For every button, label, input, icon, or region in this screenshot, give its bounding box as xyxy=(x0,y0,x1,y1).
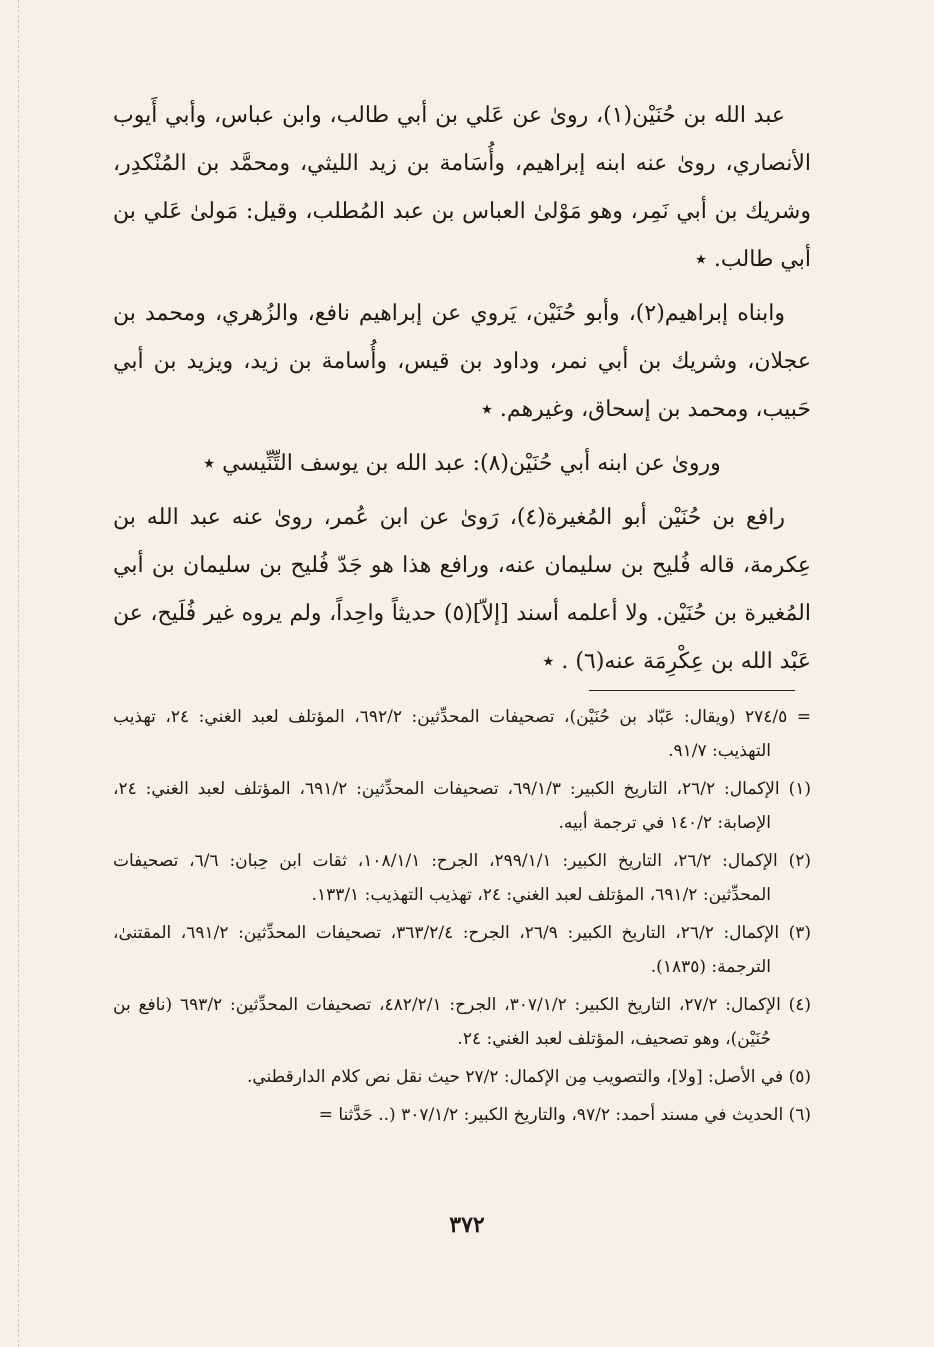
page-edge-line xyxy=(18,0,20,1347)
main-text xyxy=(113,92,811,692)
footnote-4: (٤) الإكمال: ٢٧/٢، التاريخ الكبير: ٣٠٧/١/٢، الجرح: ٤٨٢/٢/١، تصحيفات المحدِّثين: ٦٩٣/٢ (نافع بن حُنَيْن)، وهو تصحيف، المؤتلف لعبد الغني: ٢٤. xyxy=(113,995,812,1049)
footnote-1: (١) الإكمال: ٢٦/٢، التاريخ الكبير: ٦٩/١/٣، تصحيفات المحدِّثين: ٦٩١/٢، المؤتلف لعبد الغني: ٢٤، الإصابة: ١٤٠/٢ في ترجمة أبيه. xyxy=(113,779,811,833)
entry-abdullah-bin-hunayn: عبد الله بن حُنَيْن(١)، روىٰ عن عَلي بن أبي طالب، وابن عباس، وأبي أَيوب الأنصاري، روىٰ عنه ابنه إبراهيم، وأُسَامة بن زيد الليثي، ومحمَّد بن المُنْكدِر، وشريك بن أبي نَمِر، وهو مَوْلىٰ العباس بن عبد المُطلب، وقيل: مَولىٰ عَلي بن أبي طالب. ٭ xyxy=(113,103,811,272)
footnote-6: (٦) الحديث في مسند أحمد: ٩٧/٢، والتاريخ الكبير: ٣٠٧/١/٢ (.. حَدَّثنا = xyxy=(318,1105,811,1125)
footnote-divider xyxy=(589,690,795,691)
footnotes xyxy=(113,700,811,1136)
footnote-2: (٢) الإكمال: ٢٦/٢، التاريخ الكبير: ٢٩٩/١/١، الجرح: ١٠٨/١/١، ثقات ابن حِبان: ٦/٦، تصحيفات المحدِّثين: ٦٩١/٢، المؤتلف لعبد الغني: ٢٤، تهذيب التهذيب: ١٣٣/١. xyxy=(113,851,811,905)
footnote-3: (٣) الإكمال: ٢٦/٢، التاريخ الكبير: ٢٦/٩، الجرح: ٣٦٣/٢/٤، تصحيفات المحدِّثين: ٦٩١/٢، المقتنىٰ، الترجمة: (١٨٣٥). xyxy=(113,923,812,977)
entry-rafi-bin-hunayn: رافع بن حُنَيْن أبو المُغيرة(٤)، رَوىٰ عن ابن عُمر، روىٰ عنه عبد الله بن عِكرمة، قاله فُليح بن سليمان عنه، ورافع هذا هو جَدّ فُليح بن سليمان بن أبي المُغيرة بن حُنَيْن. ولا أعلمه أسند [إلاّ](٥) حديثاً واحِداً، ولم يروه غير فُلَيح، عن عَبْد الله بن عِكْرِمَة عنه(٦) . ٭ xyxy=(113,505,811,674)
footnote-continuation: = ٢٧٤/٥ (ويقال: عَبّاد بن حُنَيْن)، تصحيفات المحدِّثين: ٦٩٢/٢، المؤتلف لعبد الغني: ٢٤، تهذيب التهذيب: ٩١/٧. xyxy=(113,707,811,761)
entry-narrator-from-abu-hunayn: وروىٰ عن ابنه أبي حُنَيْن(٨): عبد الله بن يوسف التِّنِّيسي ٭ xyxy=(203,451,721,476)
entry-sons-ibrahim-abu-hunayn: وابناه إبراهيم(٢)، وأبو حُنَيْن، يَروي عن إبراهيم نافع، والزُهري، ومحمد بن عجلان، وشريك بن أبي نمر، وداود بن قيس، وأُسامة بن زيد، ويزيد بن أبي حَبيب، ومحمد بن إسحاق، وغيرهم. ٭ xyxy=(113,301,811,422)
page-number: ٣٧٢ xyxy=(449,1212,485,1238)
footnote-5: (٥) في الأصل: [ولا]، والتصويب مِن الإكمال: ٢٧/٢ حيث نقل نص كلام الدارقطني. xyxy=(246,1067,811,1087)
